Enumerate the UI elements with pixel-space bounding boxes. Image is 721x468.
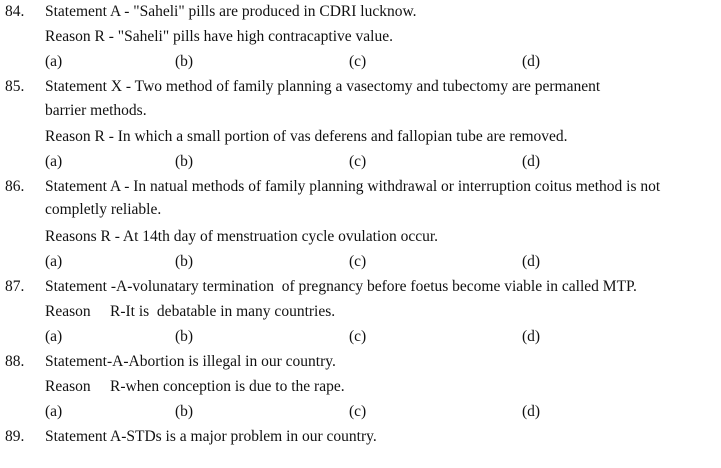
option-d: (d) [522, 403, 541, 420]
statement-text: Statement X - Two method of family planning a vasectomy and tubectomy are permanent [45, 78, 601, 95]
statement-text: Statement-A-Abortion is illegal in our country. [45, 353, 336, 370]
question-number: 89. [5, 428, 25, 445]
option-d: (d) [522, 253, 541, 270]
option-d: (d) [522, 53, 541, 70]
statement-text: Statement -A-volunatary termination of pregnancy before foetus become viable in called MTP. [45, 278, 637, 295]
option-c: (c) [349, 153, 367, 170]
question-number: 84. [5, 3, 25, 20]
option-d: (d) [522, 328, 541, 345]
reason-text: Reason R-when conception is due to the rape. [45, 378, 345, 395]
question-number: 87. [5, 278, 25, 295]
option-c: (c) [349, 328, 367, 345]
statement-text: Statement A - "Saheli" pills are produced in CDRI lucknow. [45, 3, 417, 20]
option-c: (c) [349, 53, 367, 70]
option-b: (b) [175, 403, 194, 420]
statement-text-continued: completly reliable. [45, 201, 162, 218]
option-b: (b) [175, 153, 194, 170]
option-b: (b) [175, 328, 194, 345]
reason-text: Reason R - "Saheli" pills have high contracaptive value. [45, 28, 393, 45]
option-a: (a) [45, 153, 63, 170]
statement-text: Statement A - In natual methods of family planning withdrawal or interruption coitus method is not [45, 178, 661, 195]
option-a: (a) [45, 403, 63, 420]
statement-text: Statement A-STDs is a major problem in our country. [45, 428, 377, 445]
question-number: 85. [5, 78, 25, 95]
option-a: (a) [45, 253, 63, 270]
option-a: (a) [45, 53, 63, 70]
option-b: (b) [175, 253, 194, 270]
option-b: (b) [175, 53, 194, 70]
reason-text: Reason R-It is debatable in many countries. [45, 303, 336, 320]
option-c: (c) [349, 253, 367, 270]
reason-text: Reason R - In which a small portion of vas deferens and fallopian tube are removed. [45, 128, 568, 145]
statement-text-continued: barrier methods. [45, 102, 147, 119]
question-number: 88. [5, 353, 25, 370]
reason-text: Reasons R - At 14th day of menstruation cycle ovulation occur. [45, 228, 439, 245]
option-c: (c) [349, 403, 367, 420]
option-a: (a) [45, 328, 63, 345]
question-number: 86. [5, 178, 25, 195]
option-d: (d) [522, 153, 541, 170]
